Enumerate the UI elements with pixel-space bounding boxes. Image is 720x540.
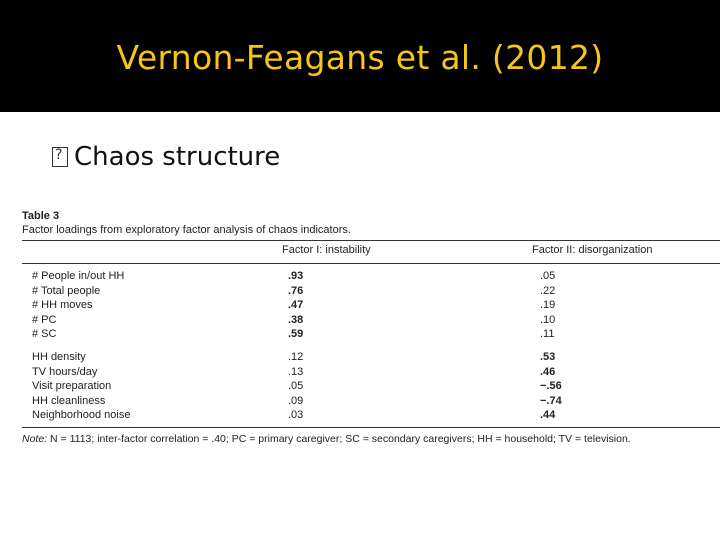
factor-1-value: .12 bbox=[288, 350, 304, 363]
table-row bbox=[22, 379, 720, 394]
missing-glyph-icon bbox=[52, 147, 68, 167]
table-row bbox=[22, 365, 720, 380]
factor-2-value: .46 bbox=[540, 365, 556, 378]
factor-1-value: .05 bbox=[288, 380, 304, 393]
factor-2-value: −.56 bbox=[540, 380, 562, 393]
table-row bbox=[22, 394, 720, 409]
note-text: N = 1113; inter-factor correlation = .40; PC = primary caregiver; SC = secondary caregivers; HH = household; TV = television. bbox=[47, 432, 631, 445]
factor-1-value: .93 bbox=[288, 270, 304, 282]
factor-2-value: −.74 bbox=[540, 394, 562, 407]
table-note bbox=[22, 432, 720, 446]
slide-title: Vernon-Feagans et al. (2012) bbox=[116, 38, 604, 77]
table-row bbox=[22, 313, 720, 328]
factor-2-value: .19 bbox=[540, 299, 556, 312]
factor-2-value: .11 bbox=[540, 328, 555, 341]
table-row bbox=[22, 284, 720, 299]
table-body bbox=[22, 264, 720, 423]
row-label: TV hours/day bbox=[32, 365, 98, 378]
table-row bbox=[22, 408, 720, 423]
factor-2-value: .44 bbox=[540, 409, 556, 422]
factor-1-value: .09 bbox=[288, 394, 304, 407]
table-row bbox=[22, 327, 720, 342]
factor-2-value: .10 bbox=[540, 313, 556, 326]
table-row bbox=[22, 298, 720, 313]
row-label: # Total people bbox=[32, 284, 101, 297]
table-caption: Factor loadings from exploratory factor analysis of chaos indicators. bbox=[22, 224, 351, 236]
row-label: # HH moves bbox=[32, 299, 93, 312]
row-label: Neighborhood noise bbox=[32, 409, 131, 422]
column-header-factor-1: Factor I: instability bbox=[282, 244, 371, 256]
factor-1-value: .59 bbox=[288, 328, 304, 341]
column-header-factor-2: Factor II: disorganization bbox=[532, 244, 653, 256]
row-label: HH cleanliness bbox=[32, 394, 106, 407]
factor-table bbox=[22, 210, 720, 446]
bullet-text: Chaos structure bbox=[74, 142, 281, 172]
table-header-row bbox=[22, 241, 720, 263]
factor-1-value: .13 bbox=[288, 365, 304, 378]
row-label: HH density bbox=[32, 350, 86, 363]
row-label: # People in/out HH bbox=[32, 270, 125, 282]
table-bottom-rule bbox=[22, 427, 720, 428]
table-row bbox=[22, 269, 720, 284]
factor-1-value: .47 bbox=[288, 299, 304, 312]
factor-1-value: .38 bbox=[288, 313, 304, 326]
factor-2-value: .53 bbox=[540, 350, 556, 363]
group-spacer bbox=[22, 342, 720, 350]
table-label: Table 3 bbox=[22, 210, 60, 222]
row-label: Visit preparation bbox=[32, 380, 112, 393]
factor-2-value: .05 bbox=[540, 270, 556, 282]
factor-2-value: .22 bbox=[540, 284, 556, 297]
note-label: Note: bbox=[22, 432, 48, 445]
row-label: # PC bbox=[32, 313, 57, 326]
factor-1-value: .76 bbox=[288, 284, 304, 297]
table-row bbox=[22, 350, 720, 365]
factor-1-value: .03 bbox=[288, 409, 304, 422]
row-label: # SC bbox=[32, 328, 57, 341]
bullet-item bbox=[52, 140, 280, 174]
